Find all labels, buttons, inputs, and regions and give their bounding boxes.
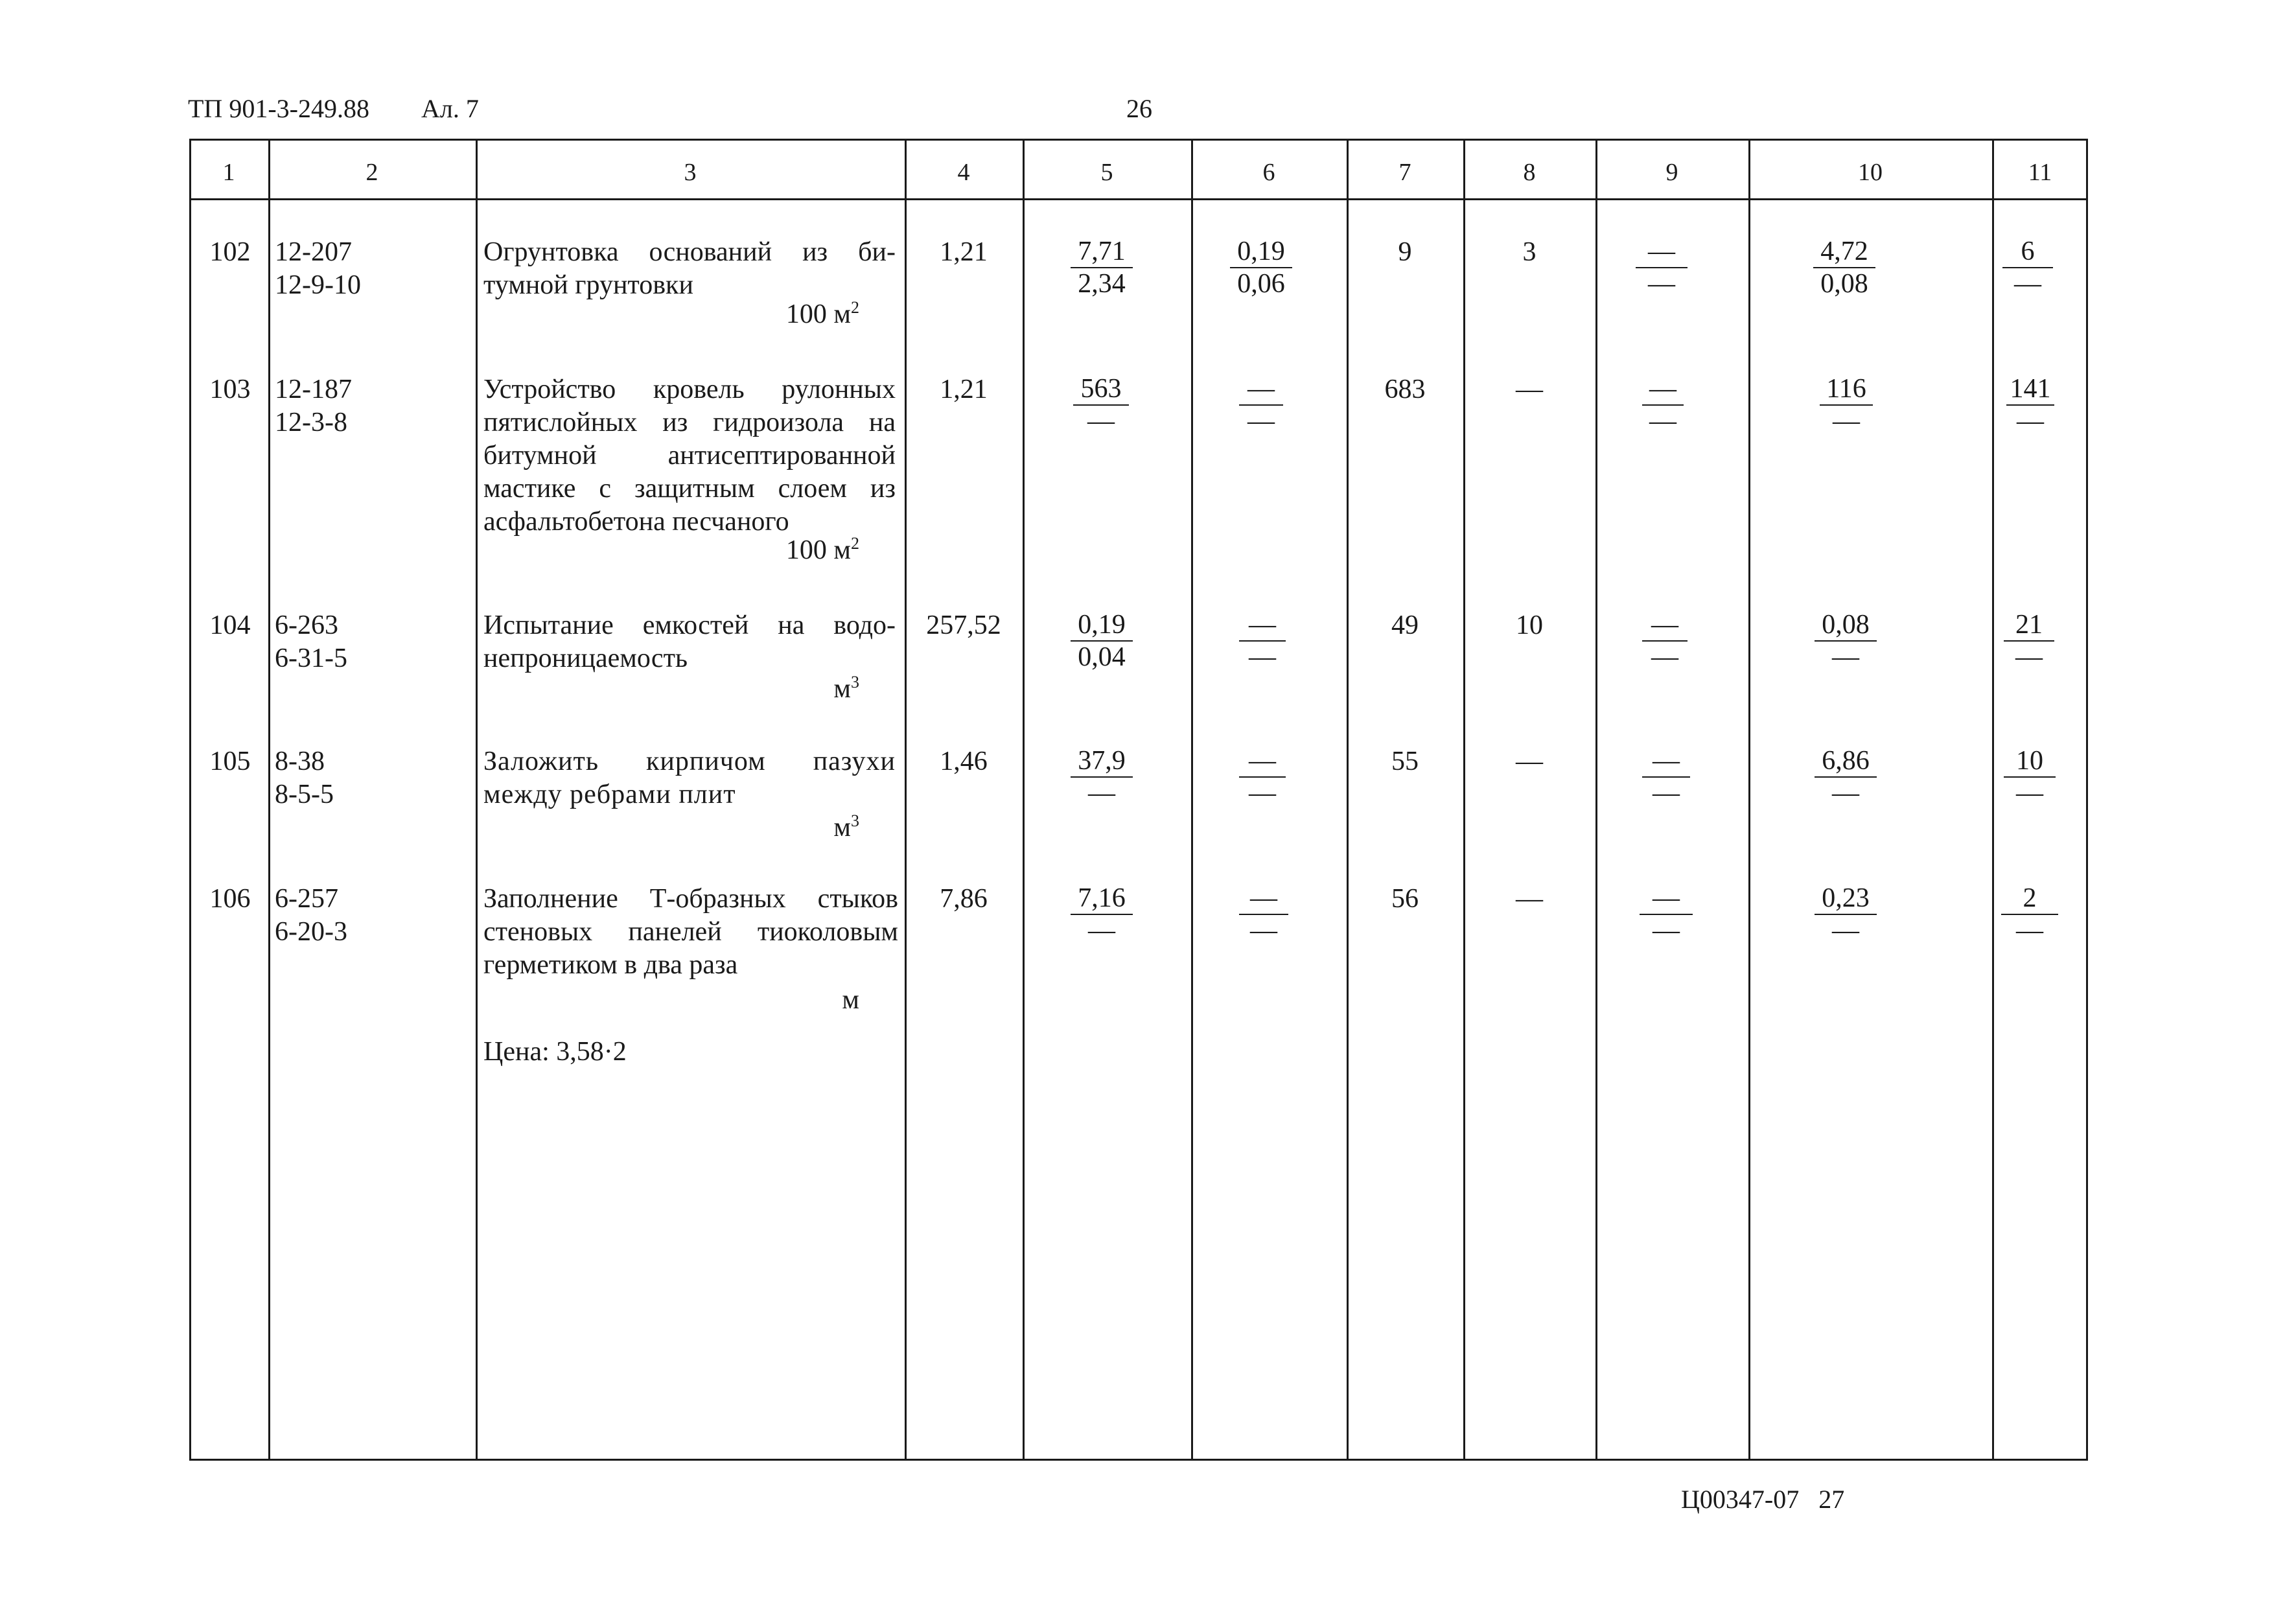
row-number: 102 bbox=[209, 237, 251, 267]
album-number: Ал. 7 bbox=[421, 94, 479, 123]
value: 10 bbox=[1516, 610, 1543, 640]
estimate-table bbox=[189, 139, 2088, 1461]
norm-code-secondary: 12-9-10 bbox=[275, 270, 361, 300]
column-divider bbox=[1347, 139, 1349, 1461]
column-divider bbox=[1595, 139, 1597, 1461]
value: — bbox=[1516, 747, 1543, 776]
value-fraction: $\frac{0,19}{0,04}$ bbox=[1071, 609, 1133, 673]
value-fraction: 0,08 — bbox=[1815, 609, 1877, 673]
value-fraction: 21 — bbox=[2004, 609, 2054, 673]
value-fraction: 563 — bbox=[1073, 373, 1129, 437]
work-description: Огрунтовка оснований из битумной грунтовки bbox=[483, 237, 896, 300]
value-fraction: 7,16 — bbox=[1071, 883, 1133, 946]
row-number: 106 bbox=[209, 884, 251, 914]
norm-code-secondary: 8-5-5 bbox=[275, 780, 334, 809]
norm-code-secondary: 6-20-3 bbox=[275, 917, 347, 947]
value: 49 bbox=[1391, 610, 1419, 640]
column-header: 1 bbox=[222, 159, 235, 186]
value-fraction: 141 — bbox=[2006, 373, 2054, 437]
column-divider bbox=[1463, 139, 1465, 1461]
header-separator bbox=[189, 198, 2088, 200]
column-header: 6 bbox=[1262, 159, 1275, 186]
page-number: 26 bbox=[1126, 94, 1152, 123]
column-divider bbox=[1992, 139, 1994, 1461]
quantity: 1,21 bbox=[940, 237, 988, 267]
column-header: 4 bbox=[957, 159, 970, 186]
value-fraction: — — bbox=[1239, 609, 1286, 673]
norm-code: 6-257 bbox=[275, 884, 338, 914]
value: 55 bbox=[1391, 747, 1419, 776]
value-fraction: — — bbox=[1636, 236, 1688, 299]
value-fraction: — — bbox=[1642, 609, 1688, 673]
column-divider bbox=[1748, 139, 1750, 1461]
column-divider bbox=[1191, 139, 1193, 1461]
column-header: 8 bbox=[1523, 159, 1536, 186]
quantity: 7,86 bbox=[940, 884, 988, 914]
column-divider bbox=[905, 139, 907, 1461]
footer-code bbox=[1681, 1487, 1844, 1513]
value-fraction: 116 — bbox=[1820, 373, 1873, 437]
value: 56 bbox=[1391, 884, 1419, 914]
unit-of-measure: $м^3$ bbox=[833, 673, 859, 704]
value: 683 bbox=[1384, 375, 1426, 404]
value-fraction: 6,86 — bbox=[1815, 745, 1877, 809]
footer-document-code: Ц00347-07 bbox=[1681, 1485, 1800, 1514]
column-divider bbox=[268, 139, 270, 1461]
footer-page-number: 27 bbox=[1818, 1485, 1845, 1514]
unit-of-measure: 100 $м^2$ bbox=[785, 534, 859, 565]
value-fraction: 2 — bbox=[2001, 883, 2058, 946]
value-fraction: 0,23 — bbox=[1815, 883, 1877, 946]
value-fraction: $\frac{0,19}{0,06}$ bbox=[1230, 236, 1292, 299]
value-fraction: — — bbox=[1640, 883, 1693, 946]
norm-code: 6-263 bbox=[275, 610, 338, 640]
column-header: 9 bbox=[1665, 159, 1678, 186]
row-number: 105 bbox=[209, 747, 251, 776]
value: — bbox=[1516, 884, 1543, 914]
row-number: 104 bbox=[209, 610, 251, 640]
unit-of-measure: $м^3$ bbox=[833, 811, 859, 842]
column-divider bbox=[476, 139, 478, 1461]
unit-of-measure: м bbox=[842, 985, 859, 1015]
quantity: 257,52 bbox=[926, 610, 1001, 640]
norm-code: 12-187 bbox=[275, 375, 352, 404]
unit-of-measure: 100 $м^2$ bbox=[785, 298, 859, 329]
value-fraction: — — bbox=[1239, 745, 1286, 809]
column-header: 5 bbox=[1100, 159, 1113, 186]
value-fraction: 37,9 — bbox=[1071, 745, 1133, 809]
value-fraction: — — bbox=[1642, 745, 1690, 809]
value-fraction: — — bbox=[1642, 373, 1684, 437]
norm-code: 8-38 bbox=[275, 747, 325, 776]
column-header: 3 bbox=[684, 159, 697, 186]
row-number: 103 bbox=[209, 375, 251, 404]
value-fraction: — — bbox=[1239, 373, 1283, 437]
value: 9 bbox=[1398, 237, 1412, 267]
value-fraction: 10 — bbox=[2004, 745, 2056, 809]
value-fraction: 6 — bbox=[2002, 236, 2053, 299]
work-description: Заполнение Т-образных стыков стеновых панелей тиоколовым герметиком в два раза bbox=[483, 884, 898, 980]
value-fraction: — — bbox=[1239, 883, 1288, 946]
value-fraction: $\frac{4,72}{0,08}$ bbox=[1813, 236, 1875, 299]
quantity: 1,21 bbox=[940, 375, 988, 404]
column-header: 2 bbox=[365, 159, 378, 186]
work-description: Заложить кирпичом пазухи между ребрами плит bbox=[483, 747, 896, 809]
document-code: ТП 901-3-249.88 bbox=[188, 94, 369, 123]
work-description: Устройство кровель рулонных пятислойных из гидроизола на битумной антисептированной мастике с защитным слоем из асфальтобетона песчаного bbox=[483, 375, 896, 537]
column-header: 10 bbox=[1858, 159, 1883, 186]
norm-code: 12-207 bbox=[275, 237, 352, 267]
norm-code-secondary: 12-3-8 bbox=[275, 408, 347, 437]
price-note: Цена: 3,58·2 bbox=[483, 1037, 627, 1067]
work-description: Испытание емкостей на водонепроницаемость bbox=[483, 610, 896, 673]
norm-code-secondary: 6-31-5 bbox=[275, 644, 347, 673]
column-divider bbox=[1023, 139, 1025, 1461]
column-header: 7 bbox=[1398, 159, 1411, 186]
value-fraction: $\frac{7,71}{2,34}$ bbox=[1071, 236, 1133, 299]
value: 3 bbox=[1522, 237, 1537, 267]
value: — bbox=[1516, 375, 1543, 404]
quantity: 1,46 bbox=[940, 747, 988, 776]
column-header: 11 bbox=[2028, 159, 2052, 186]
